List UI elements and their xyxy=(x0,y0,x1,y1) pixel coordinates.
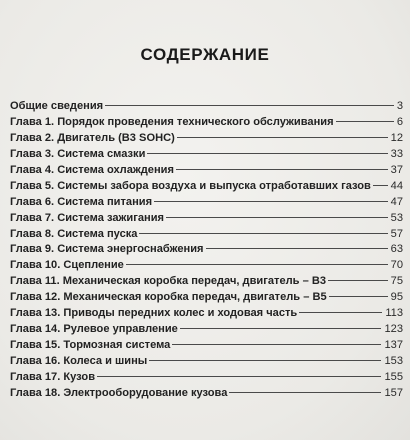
toc-entry-label: Глава 8. Система пуска xyxy=(10,227,138,240)
toc-entry-page: 33 xyxy=(390,147,403,160)
toc-entry xyxy=(10,274,403,290)
dot-leader xyxy=(126,264,388,265)
toc-entry-label: Глава 18. Электрооборудование кузова xyxy=(10,386,228,399)
toc-entry-label: Глава 11. Механическая коробка передач, двигатель – В3 xyxy=(10,275,327,288)
toc-entry-page: 123 xyxy=(384,323,403,336)
toc-entry xyxy=(10,147,403,163)
toc-entry-label: Глава 5. Системы забора воздуха и выпуска отработавших газов xyxy=(10,179,371,192)
toc-entry-page: 37 xyxy=(390,163,403,176)
toc-entry-label: Глава 17. Кузов xyxy=(10,370,96,383)
toc-entry xyxy=(10,338,403,354)
toc-entry-page: 75 xyxy=(390,275,403,288)
toc-entry-page: 63 xyxy=(390,243,403,256)
toc-entry-page: 137 xyxy=(384,339,403,352)
toc-entry xyxy=(10,290,403,306)
toc-entry xyxy=(10,258,403,274)
toc-entry xyxy=(10,179,403,195)
toc-entry-page: 57 xyxy=(390,227,403,240)
dot-leader xyxy=(206,248,388,249)
dot-leader xyxy=(180,328,382,329)
toc-entry-page: 47 xyxy=(390,195,403,208)
toc-entry-page: 53 xyxy=(390,211,403,224)
toc-entry-label: Глава 13. Приводы передних колес и ходовая часть xyxy=(10,307,298,320)
dot-leader xyxy=(149,360,381,361)
toc-entry xyxy=(10,386,403,402)
toc-entry xyxy=(10,115,403,131)
toc-entry-page: 113 xyxy=(385,307,403,320)
page-title: СОДЕРЖАНИЕ xyxy=(140,45,270,64)
dot-leader xyxy=(328,280,388,281)
toc-entry-label: Общие сведения xyxy=(10,100,104,112)
toc-entry-page: 44 xyxy=(390,179,403,192)
dot-leader xyxy=(373,185,388,186)
toc-entry-page: 3 xyxy=(396,100,403,112)
toc-entry xyxy=(10,163,403,179)
dot-leader xyxy=(336,121,394,122)
toc-entry-label: Глава 3. Система смазки xyxy=(10,147,146,160)
toc-entry-label: Глава 1. Порядок проведения технического обслуживания xyxy=(10,115,334,128)
dot-leader xyxy=(176,169,388,170)
toc-entry-page: 70 xyxy=(390,259,403,272)
toc-entry xyxy=(10,211,403,227)
toc-entry xyxy=(10,354,403,370)
toc-entry xyxy=(10,306,403,322)
toc-entry xyxy=(10,322,403,338)
toc-entry xyxy=(10,242,403,258)
toc-entry-label: Глава 2. Двигатель (В3 SOHC) xyxy=(10,131,175,144)
dot-leader xyxy=(139,233,387,234)
dot-leader xyxy=(329,296,388,297)
dot-leader xyxy=(147,153,387,154)
toc-entry xyxy=(10,227,403,243)
dot-leader xyxy=(105,105,394,106)
toc-entry xyxy=(10,370,403,386)
toc-entry-label: Глава 4. Система охлаждения xyxy=(10,163,174,176)
dot-leader xyxy=(177,137,388,138)
dot-leader xyxy=(229,392,381,393)
toc-entry-label: Глава 10. Сцепление xyxy=(10,259,124,272)
toc-entry xyxy=(10,99,403,115)
toc-entry xyxy=(10,195,403,211)
toc-entry-label: Глава 12. Механическая коробка передач, двигатель – В5 xyxy=(10,291,327,304)
toc-entry-label: Глава 7. Система зажигания xyxy=(10,211,164,224)
toc-entry-page: 95 xyxy=(390,291,403,304)
toc-entry-page: 6 xyxy=(396,115,403,128)
dot-leader xyxy=(97,376,381,377)
table-of-contents xyxy=(10,99,403,402)
dot-leader xyxy=(172,344,381,345)
dot-leader xyxy=(299,312,382,313)
toc-entry xyxy=(10,131,403,147)
toc-entry-label: Глава 6. Система питания xyxy=(10,195,153,208)
toc-entry-label: Глава 15. Тормозная система xyxy=(10,339,171,352)
toc-entry-label: Глава 14. Рулевое управление xyxy=(10,323,178,336)
toc-entry-page: 153 xyxy=(384,355,403,367)
dot-leader xyxy=(154,201,388,202)
toc-entry-label: Глава 9. Система энергоснабжения xyxy=(10,243,204,256)
toc-entry-label: Глава 16. Колеса и шины xyxy=(10,355,148,367)
toc-entry-page: 155 xyxy=(384,370,403,383)
toc-entry-page: 157 xyxy=(384,386,403,399)
dot-leader xyxy=(166,217,388,218)
toc-entry-page: 12 xyxy=(390,131,403,144)
